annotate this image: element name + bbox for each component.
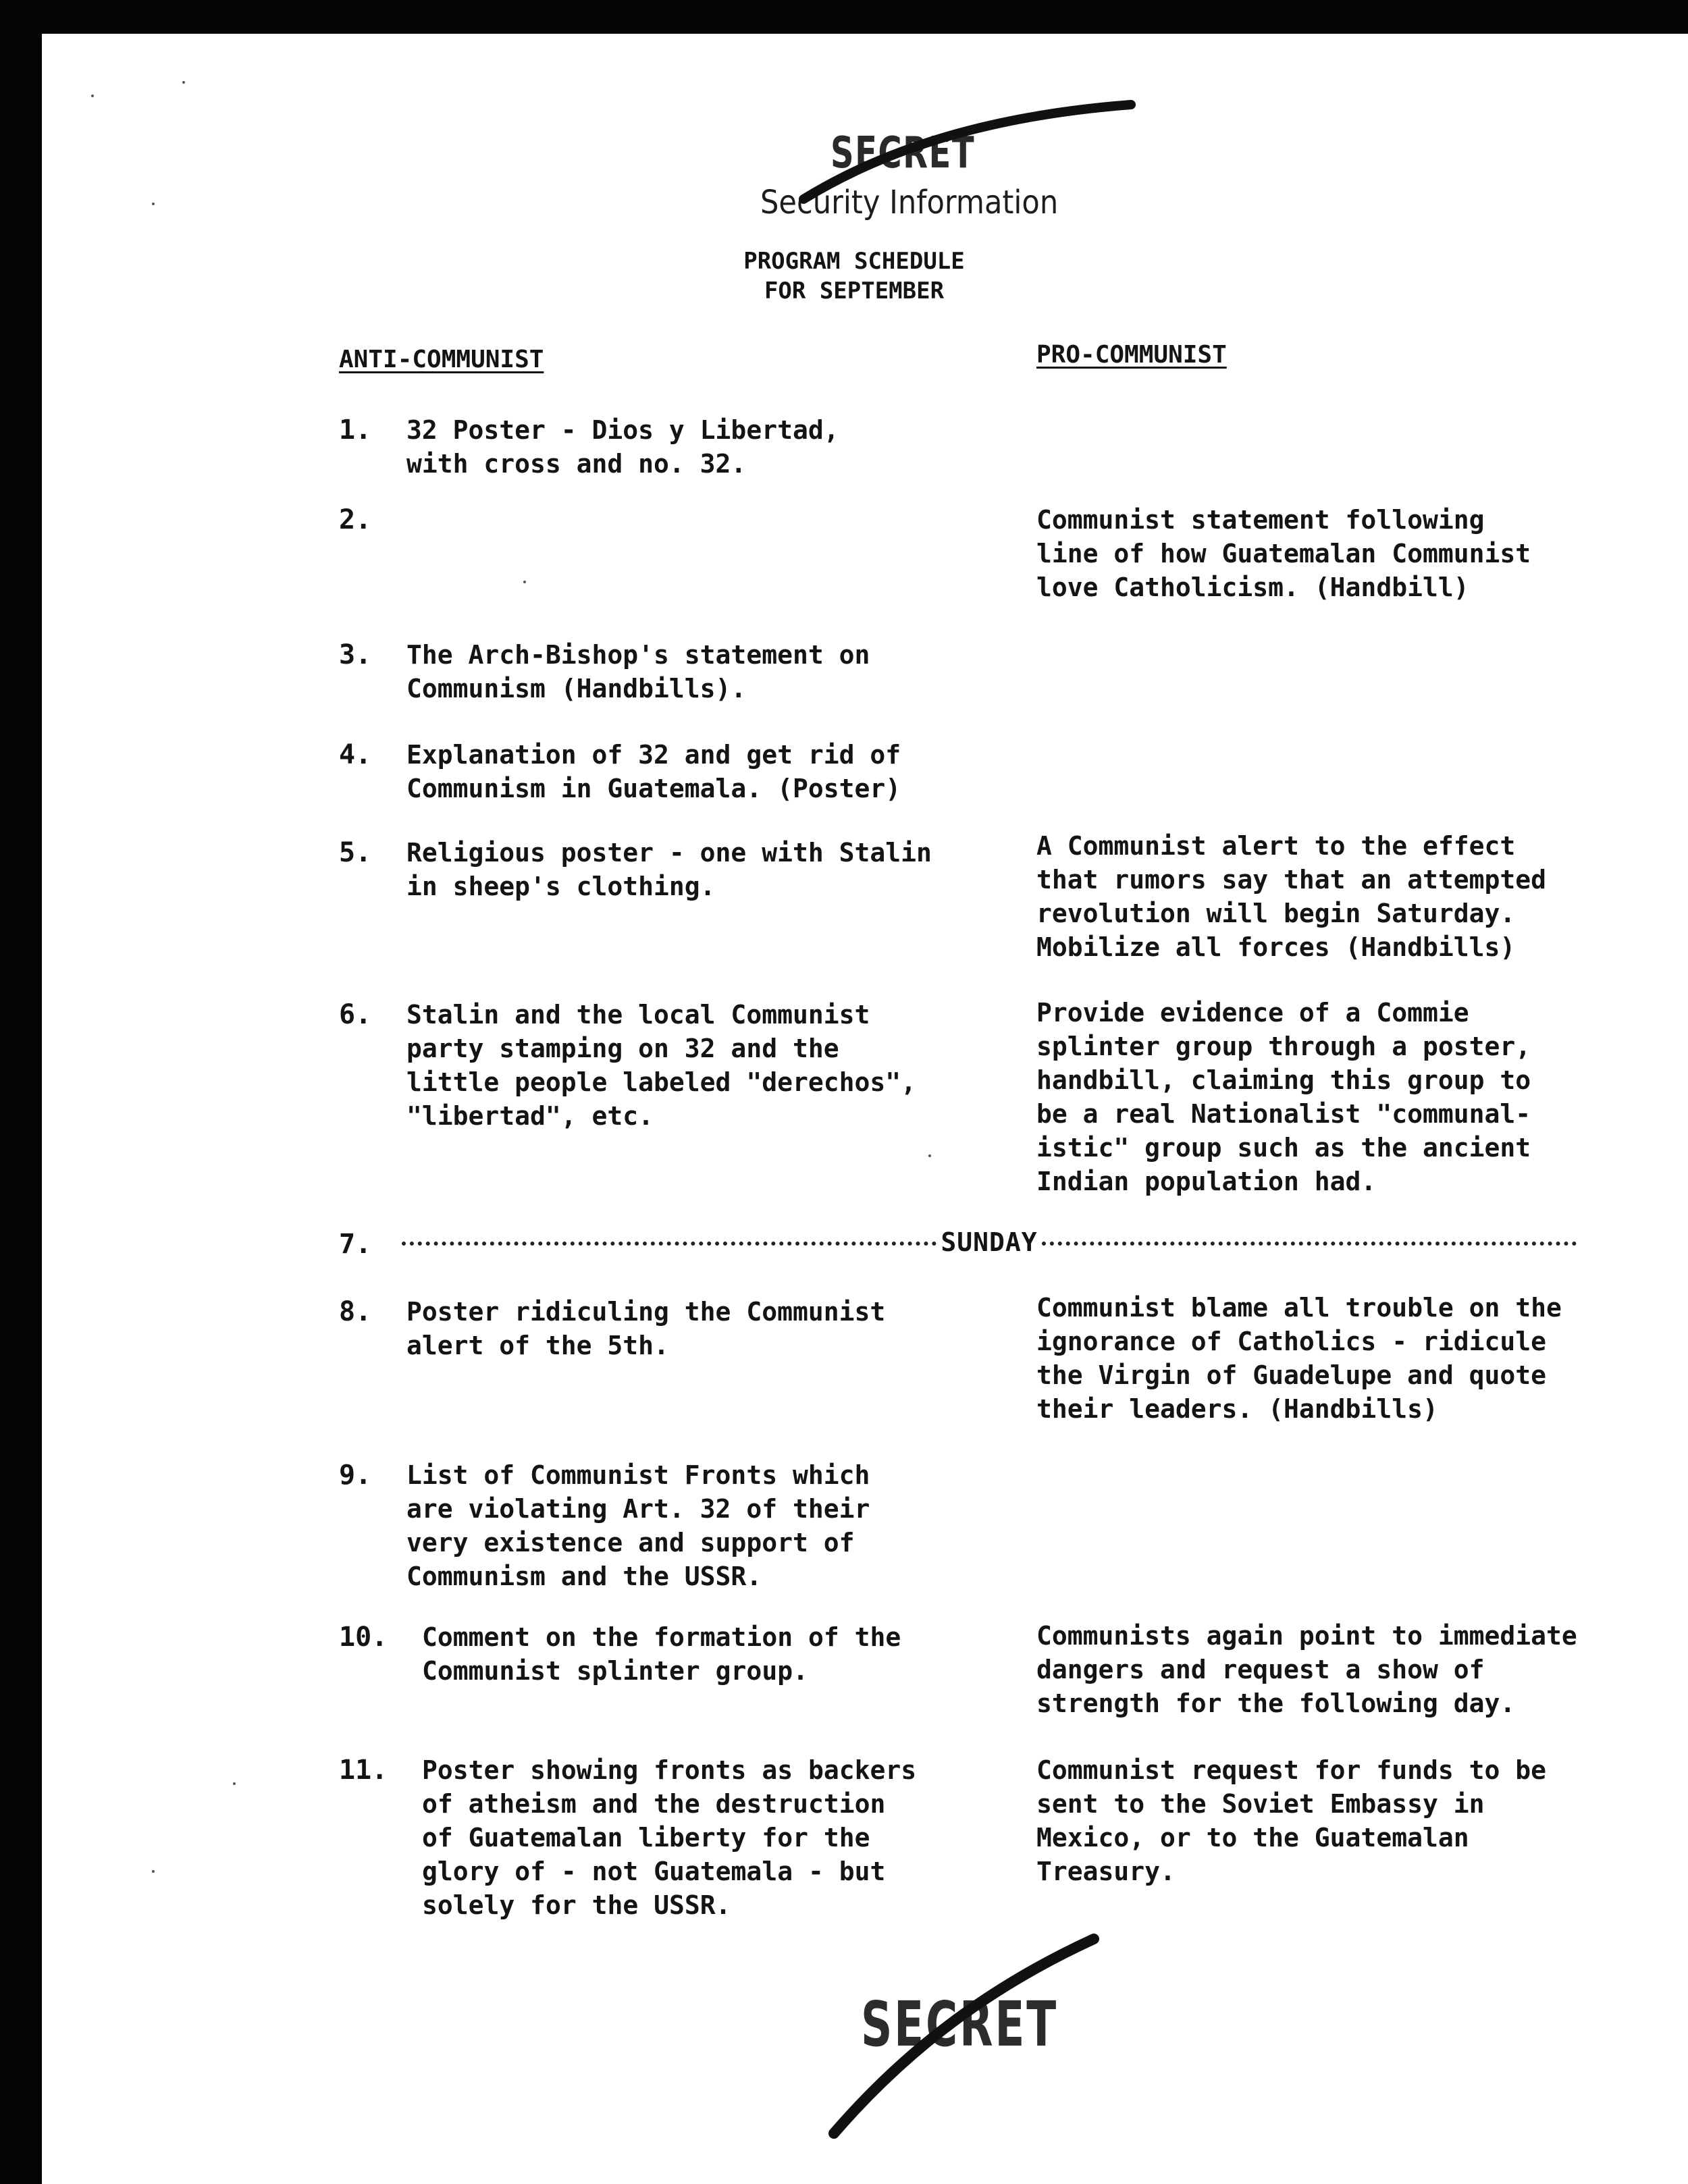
anti-entry-8 (406, 1295, 960, 1362)
anti-entry-1 (406, 413, 960, 481)
anti-entry-3 (406, 638, 960, 705)
item-number: 2. (339, 504, 372, 535)
anti-communist-heading: ANTI-COMMUNIST (339, 346, 544, 373)
text-line: handbill, claiming this group to (1036, 1065, 1531, 1095)
item-number: 10. (339, 1622, 388, 1653)
scan-speck (233, 1782, 236, 1785)
pro-entry-8 (1036, 1291, 1624, 1426)
text-line: of atheism and the destruction (422, 1789, 886, 1819)
text-line: Treasury. (1036, 1857, 1176, 1886)
scan-speck (152, 1870, 155, 1873)
anti-entry-10 (422, 1620, 976, 1688)
pro-entry-6 (1036, 996, 1624, 1198)
text-line: line of how Guatemalan Communist (1036, 539, 1531, 568)
text-line: List of Communist Fronts which (406, 1460, 870, 1490)
text-line: Communist request for funds to be (1036, 1755, 1546, 1785)
text-line: Poster showing fronts as backers (422, 1755, 917, 1785)
pro-entry-10 (1036, 1619, 1624, 1720)
text-line: Poster ridiculing the Communist (406, 1297, 886, 1327)
scan-border-left (0, 0, 42, 2184)
dotted-rule-right (1042, 1242, 1577, 1246)
item-number: 6. (339, 999, 372, 1030)
scan-speck (182, 81, 185, 84)
text-line: party stamping on 32 and the (406, 1034, 839, 1063)
anti-entry-9 (406, 1458, 960, 1593)
anti-entry-6 (406, 998, 960, 1133)
pro-entry-5 (1036, 829, 1624, 964)
text-line: ignorance of Catholics - ridicule (1036, 1327, 1546, 1356)
item-number: 3. (339, 639, 372, 670)
text-line: Communist blame all trouble on the (1036, 1293, 1562, 1323)
text-line: Communism in Guatemala. (Poster) (406, 774, 901, 803)
text-line: glory of - not Guatemala - but (422, 1857, 886, 1886)
text-line: istic" group such as the ancient (1036, 1133, 1531, 1163)
sunday-divider (402, 1227, 1577, 1257)
sunday-label: SUNDAY (941, 1227, 1038, 1257)
text-line: Communist statement following (1036, 505, 1485, 535)
text-line: Mexico, or to the Guatemalan (1036, 1823, 1469, 1853)
text-line: A Communist alert to the effect (1036, 831, 1516, 861)
text-line: Indian population had. (1036, 1167, 1377, 1196)
text-line: solely for the USSR. (422, 1890, 731, 1920)
scan-speck (152, 203, 155, 205)
text-line: Stalin and the local Communist (406, 1000, 870, 1030)
text-line: with cross and no. 32. (406, 449, 747, 479)
dotted-rule-left (402, 1242, 937, 1246)
text-line: The Arch-Bishop's statement on (406, 640, 870, 670)
scan-speck (91, 95, 94, 97)
text-line: Communist splinter group. (422, 1656, 808, 1686)
item-number: 8. (339, 1296, 372, 1327)
text-line: love Catholicism. (Handbill) (1036, 572, 1469, 602)
text-line: Explanation of 32 and get rid of (406, 740, 901, 770)
scan-speck (928, 1154, 931, 1157)
text-line: dangers and request a show of (1036, 1655, 1485, 1684)
pro-entry-2 (1036, 503, 1624, 604)
secret-stamp-top: SECRET (830, 128, 976, 178)
pro-communist-heading: PRO-COMMUNIST (1036, 341, 1227, 369)
text-line: Communism and the USSR. (406, 1562, 762, 1591)
item-number: 5. (339, 837, 372, 868)
text-line: are violating Art. 32 of their (406, 1494, 870, 1524)
text-line: Comment on the formation of the (422, 1622, 901, 1652)
scan-border-top (0, 0, 1688, 34)
document-title (675, 246, 1033, 306)
text-line: revolution will begin Saturday. (1036, 899, 1516, 928)
text-line: alert of the 5th. (406, 1331, 669, 1360)
text-line: in sheep's clothing. (406, 872, 716, 901)
title-line-2: FOR SEPTEMBER (764, 277, 945, 304)
text-line: sent to the Soviet Embassy in (1036, 1789, 1485, 1819)
text-line: Mobilize all forces (Handbills) (1036, 932, 1516, 962)
secret-stamp-bottom: SECRET (861, 1988, 1058, 2060)
text-line: of Guatemalan liberty for the (422, 1823, 870, 1853)
text-line: Religious poster - one with Stalin (406, 838, 932, 868)
anti-entry-5 (406, 836, 960, 903)
text-line: Communism (Handbills). (406, 674, 747, 703)
anti-entry-4 (406, 738, 960, 805)
item-number: 9. (339, 1460, 372, 1491)
title-line-1: PROGRAM SCHEDULE (743, 248, 965, 275)
text-line: "libertad", etc. (406, 1101, 654, 1131)
text-line: their leaders. (Handbills) (1036, 1394, 1438, 1424)
text-line: be a real Nationalist "communal- (1036, 1099, 1531, 1129)
text-line: Provide evidence of a Commie (1036, 998, 1469, 1028)
text-line: the Virgin of Guadelupe and quote (1036, 1360, 1546, 1390)
text-line: strength for the following day. (1036, 1688, 1516, 1718)
text-line: splinter group through a poster, (1036, 1032, 1531, 1061)
scan-speck (523, 581, 526, 583)
text-line: that rumors say that an attempted (1036, 865, 1546, 895)
classification-header (709, 128, 1114, 243)
item-number: 7. (339, 1229, 372, 1260)
item-number: 11. (339, 1755, 388, 1786)
anti-entry-11 (422, 1753, 976, 1922)
text-line: 32 Poster - Dios y Libertad, (406, 415, 839, 445)
item-number: 4. (339, 739, 372, 770)
text-line: very existence and support of (406, 1528, 855, 1557)
item-number: 1. (339, 415, 372, 446)
security-information-label: Security Information (760, 184, 1059, 221)
text-line: Communists again point to immediate (1036, 1621, 1577, 1651)
text-line: little people labeled "derechos", (406, 1067, 916, 1097)
pro-entry-11 (1036, 1753, 1624, 1888)
